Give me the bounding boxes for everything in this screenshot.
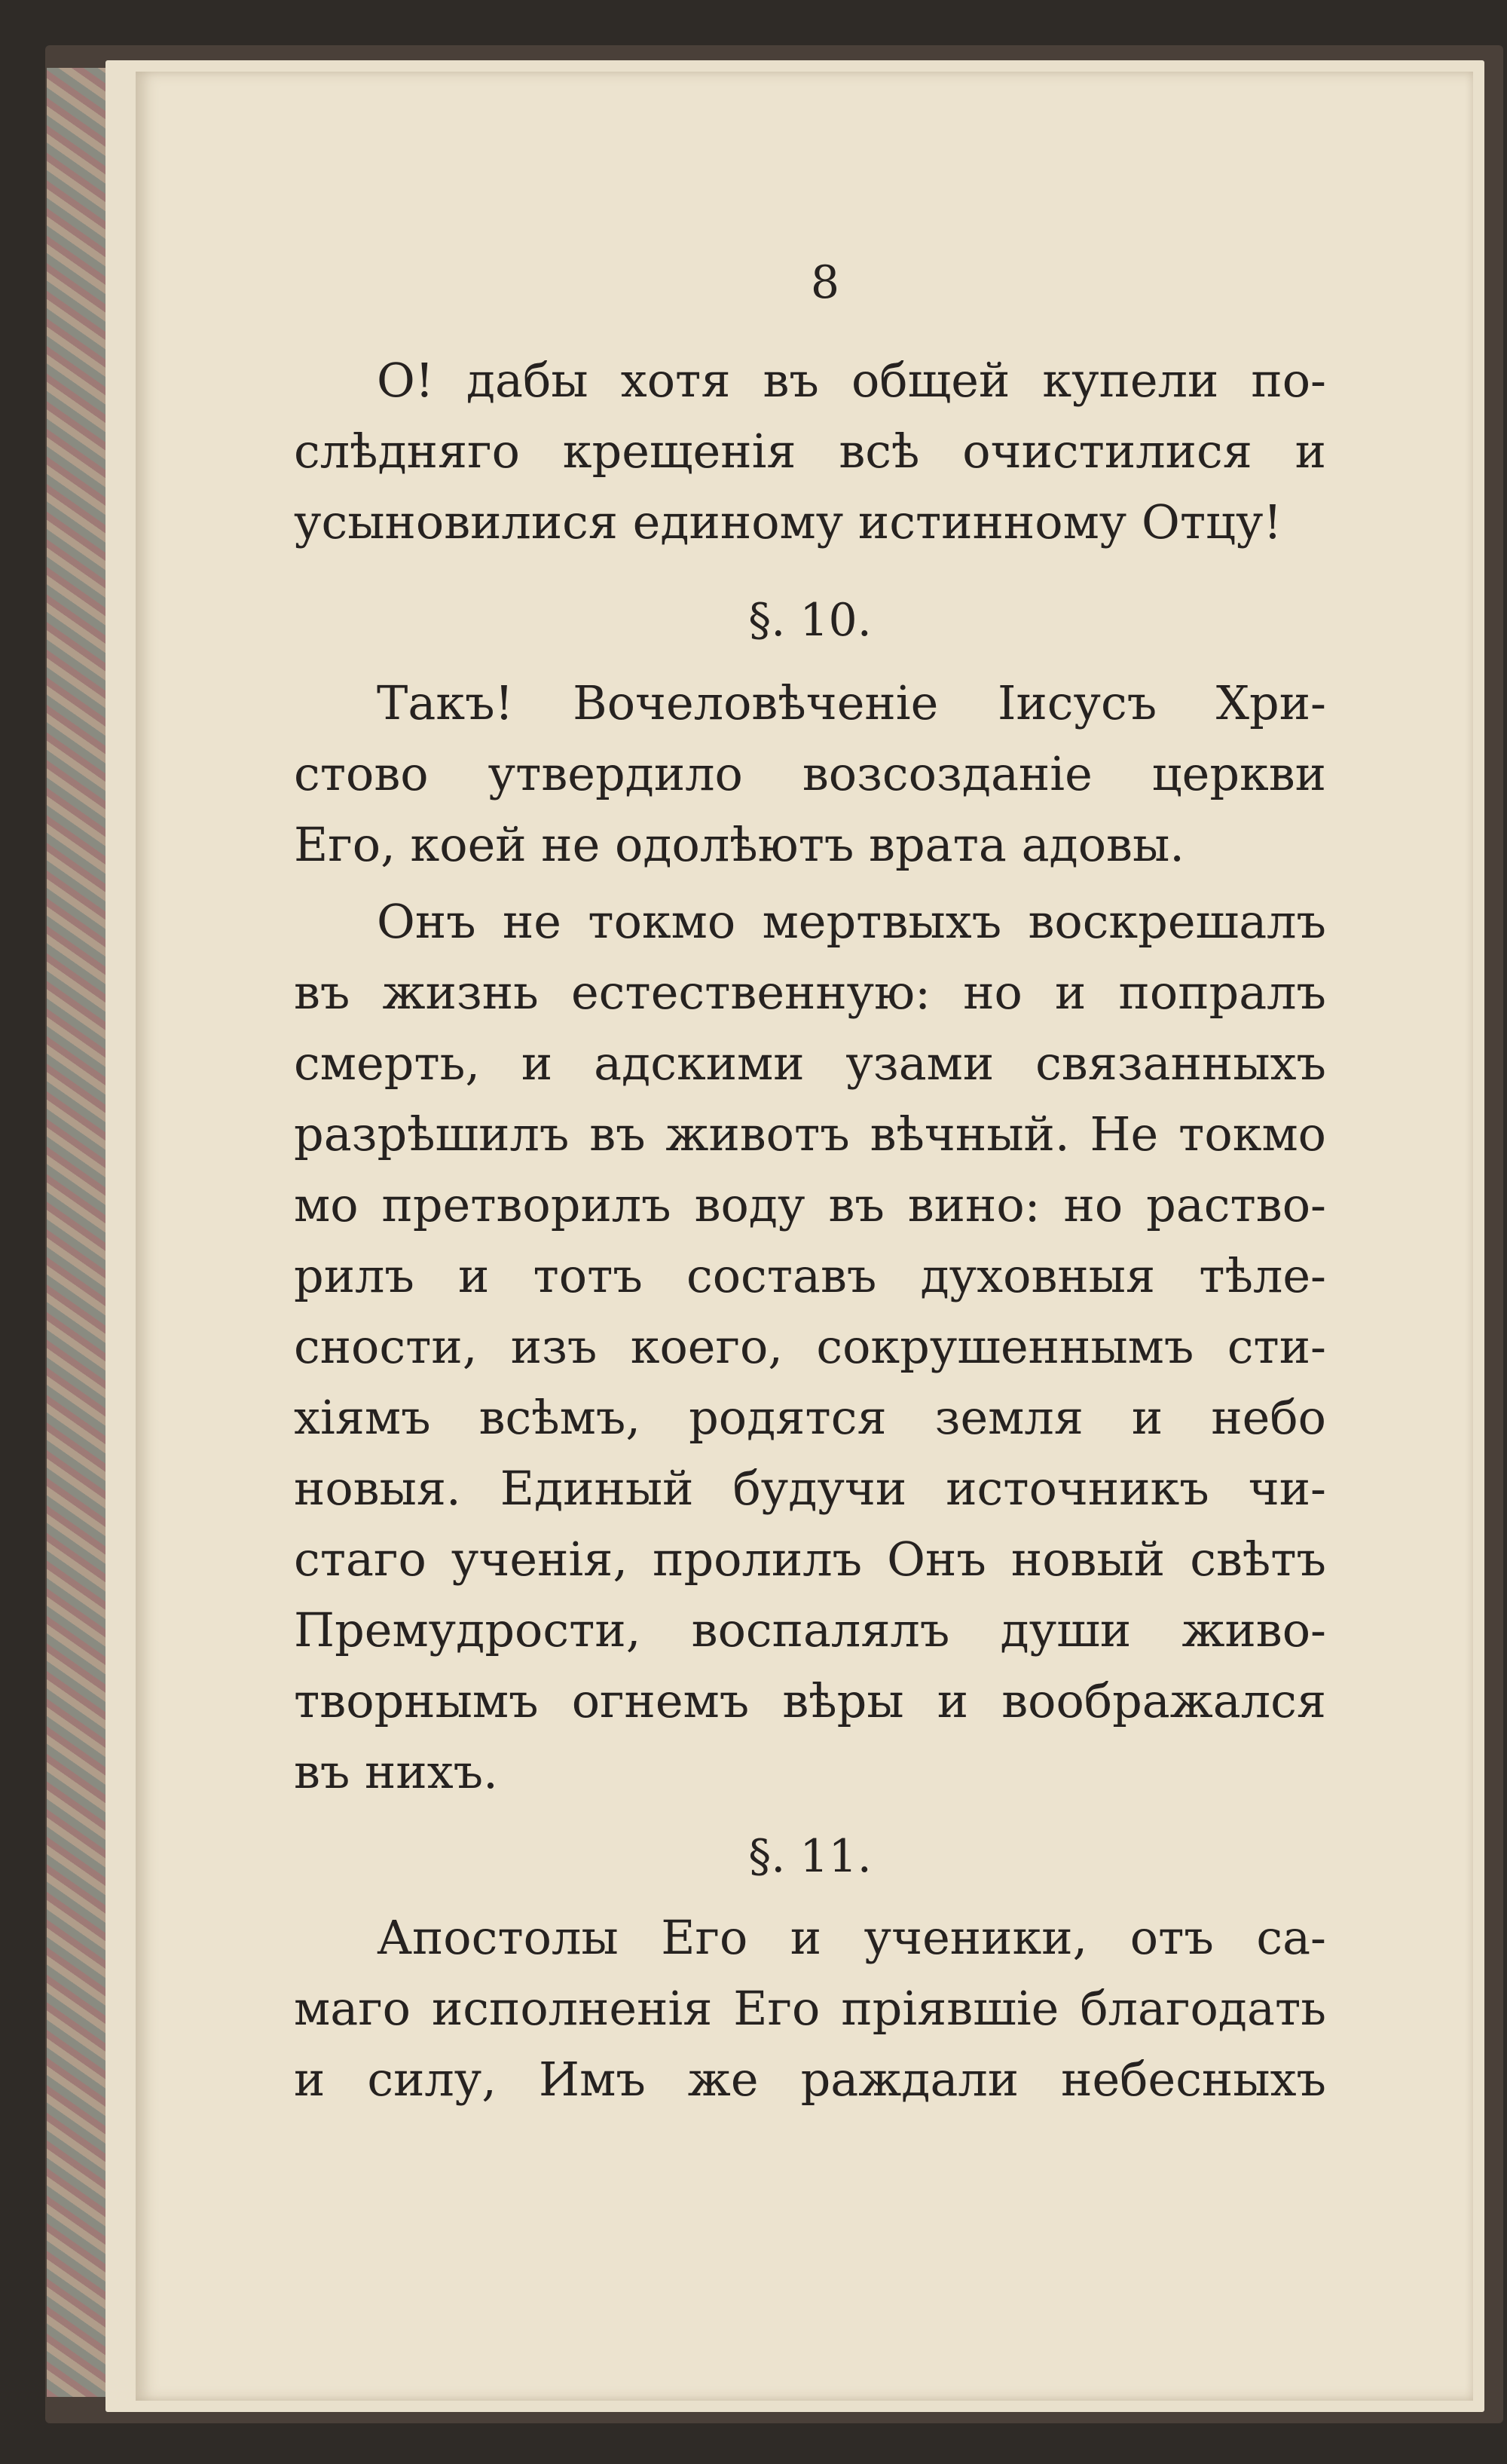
text-line: хіямъ всѣмъ, родятся земля и небо [294, 1390, 1326, 1445]
text-line: въ нихъ. [294, 1744, 498, 1799]
section-heading: §. 11. [748, 1830, 872, 1883]
text-line: Онъ не токмо мертвыхъ воскрешалъ [377, 894, 1326, 949]
text-line: творнымъ огнемъ вѣры и воображался [294, 1673, 1326, 1728]
text-line: разрѣшилъ въ животъ вѣчный. Не токмо [294, 1107, 1326, 1162]
text-line: усыновилися единому истинному Отцу! [294, 494, 1282, 549]
text-line: новыя. Единый будучи источникъ чи- [294, 1461, 1326, 1516]
text-line: Такъ! Вочеловѣченіе Іисусъ Хри- [377, 675, 1326, 730]
text-line: въ жизнь естественную: но и попралъ [294, 965, 1326, 1020]
text-line: маго исполненія Его пріявшіе благодать [294, 1981, 1326, 2036]
text-line: стаго ученія, пролилъ Онъ новый свѣтъ [294, 1532, 1326, 1587]
text-line: О! дабы хотя въ общей купели по- [377, 353, 1326, 408]
section-heading: §. 10. [748, 594, 872, 647]
text-line: Его, коей не одолѣютъ врата адовы. [294, 817, 1185, 872]
marbled-page-edge [47, 68, 107, 2397]
text-line: слѣдняго крещенія всѣ очистилися и [294, 424, 1326, 479]
text-line: мо претворилъ воду въ вино: но раство- [294, 1177, 1326, 1232]
text-line: смерть, и адскими узами связанныхъ [294, 1036, 1326, 1091]
text-line: сности, изъ коего, сокрушеннымъ сти- [294, 1319, 1326, 1374]
text-line: Премудрости, воспалялъ души живо- [294, 1602, 1326, 1657]
text-line: и силу, Имъ же раждали небесныхъ [294, 2052, 1326, 2107]
page-number: 8 [810, 256, 840, 309]
text-line: Апостолы Его и ученики, отъ са- [377, 1910, 1326, 1965]
text-line: рилъ и тотъ составъ духовныя тѣле- [294, 1248, 1326, 1303]
text-line: стово утвердило возсозданіе церкви [294, 746, 1326, 801]
